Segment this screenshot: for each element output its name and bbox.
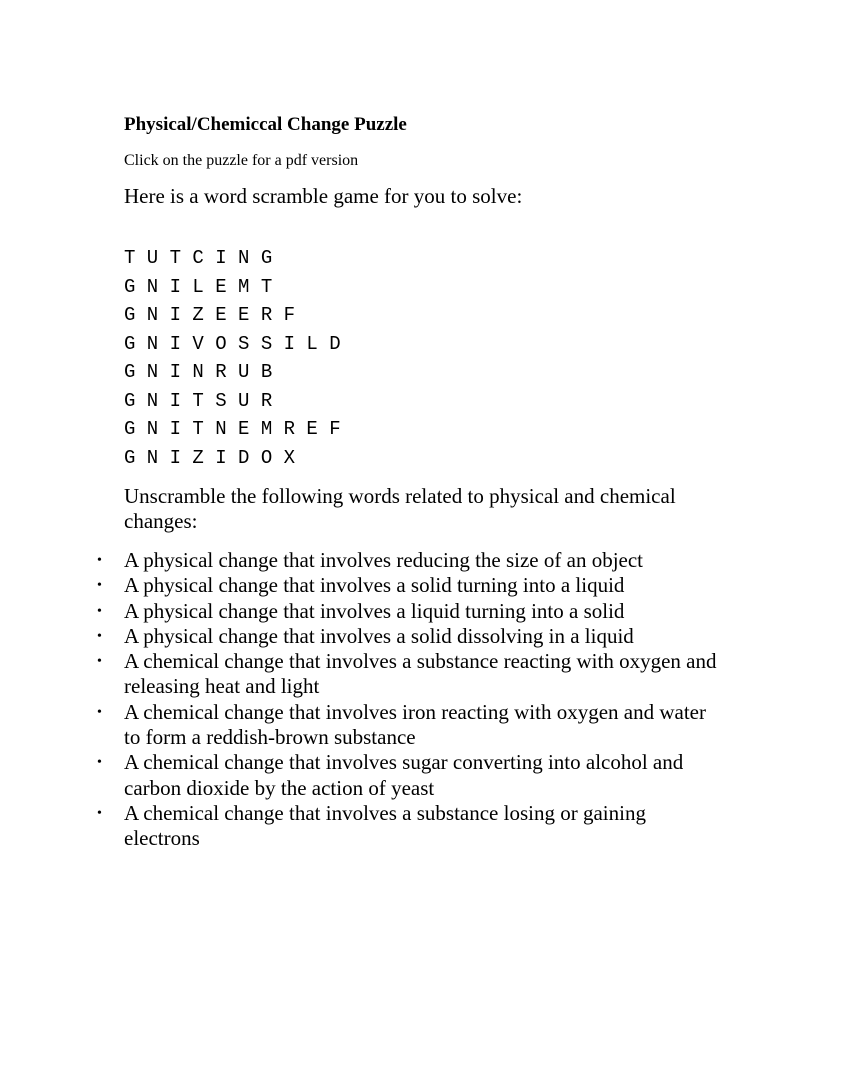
clue-text: A chemical change that involves a substance reacting with oxygen and releasing heat and light — [124, 649, 717, 699]
puzzle-row: G N I T N E M R E F — [124, 418, 341, 440]
bullet-icon: • — [97, 603, 102, 619]
puzzle-row: G N I N R U B — [124, 361, 273, 383]
list-item — [97, 548, 724, 573]
word-scramble-puzzle[interactable] — [124, 244, 724, 472]
bullet-icon: • — [97, 553, 102, 568]
clue-text: A chemical change that involves iron reacting with oxygen and water to form a reddish-brown substance — [124, 699, 706, 750]
clue-text: A physical change that involves a solid dissolving in a liquid — [124, 623, 634, 648]
clue-text: A chemical change that involves sugar converting into alcohol and carbon dioxide by the action of yeast — [124, 750, 684, 800]
puzzle-row: T U T C I N G — [124, 247, 273, 269]
bullet-icon: • — [97, 654, 102, 670]
list-item — [97, 573, 724, 598]
bullet-icon: • — [97, 805, 102, 821]
puzzle-row: G N I T S U R — [124, 389, 273, 412]
list-item — [97, 623, 724, 649]
bullet-icon: • — [97, 704, 102, 720]
pdf-version-link[interactable]: Click on the puzzle for a pdf version — [124, 152, 359, 169]
clue-list — [97, 548, 724, 852]
bullet-icon: • — [97, 628, 102, 644]
list-item — [97, 649, 724, 700]
page-title: Physical/Chemiccal Change Puzzle — [124, 114, 407, 135]
puzzle-row: G N I Z E E R F — [124, 304, 296, 326]
puzzle-row: G N I L E M T — [124, 275, 273, 298]
list-item — [97, 699, 724, 751]
clue-text: A physical change that involves a solid turning into a liquid — [124, 573, 625, 598]
bullet-icon: • — [97, 755, 102, 771]
clue-text: A physical change that involves a liquid turning into a solid — [124, 598, 625, 623]
list-item — [97, 750, 724, 801]
list-item — [97, 800, 724, 852]
document-page — [97, 112, 724, 852]
puzzle-row: G N I Z I D O X — [124, 446, 296, 469]
clue-text: A chemical change that involves a substance losing or gaining electrons — [124, 800, 646, 851]
puzzle-row: G N I V O S S I L D — [124, 332, 341, 355]
bullet-icon: • — [97, 578, 102, 594]
clue-text: A physical change that involves reducing the size of an object — [124, 548, 644, 572]
instruction-text: Unscramble the following words related to physical and chemical changes: — [124, 484, 676, 533]
intro-text: Here is a word scramble game for you to solve: — [124, 184, 523, 208]
list-item — [97, 598, 724, 624]
